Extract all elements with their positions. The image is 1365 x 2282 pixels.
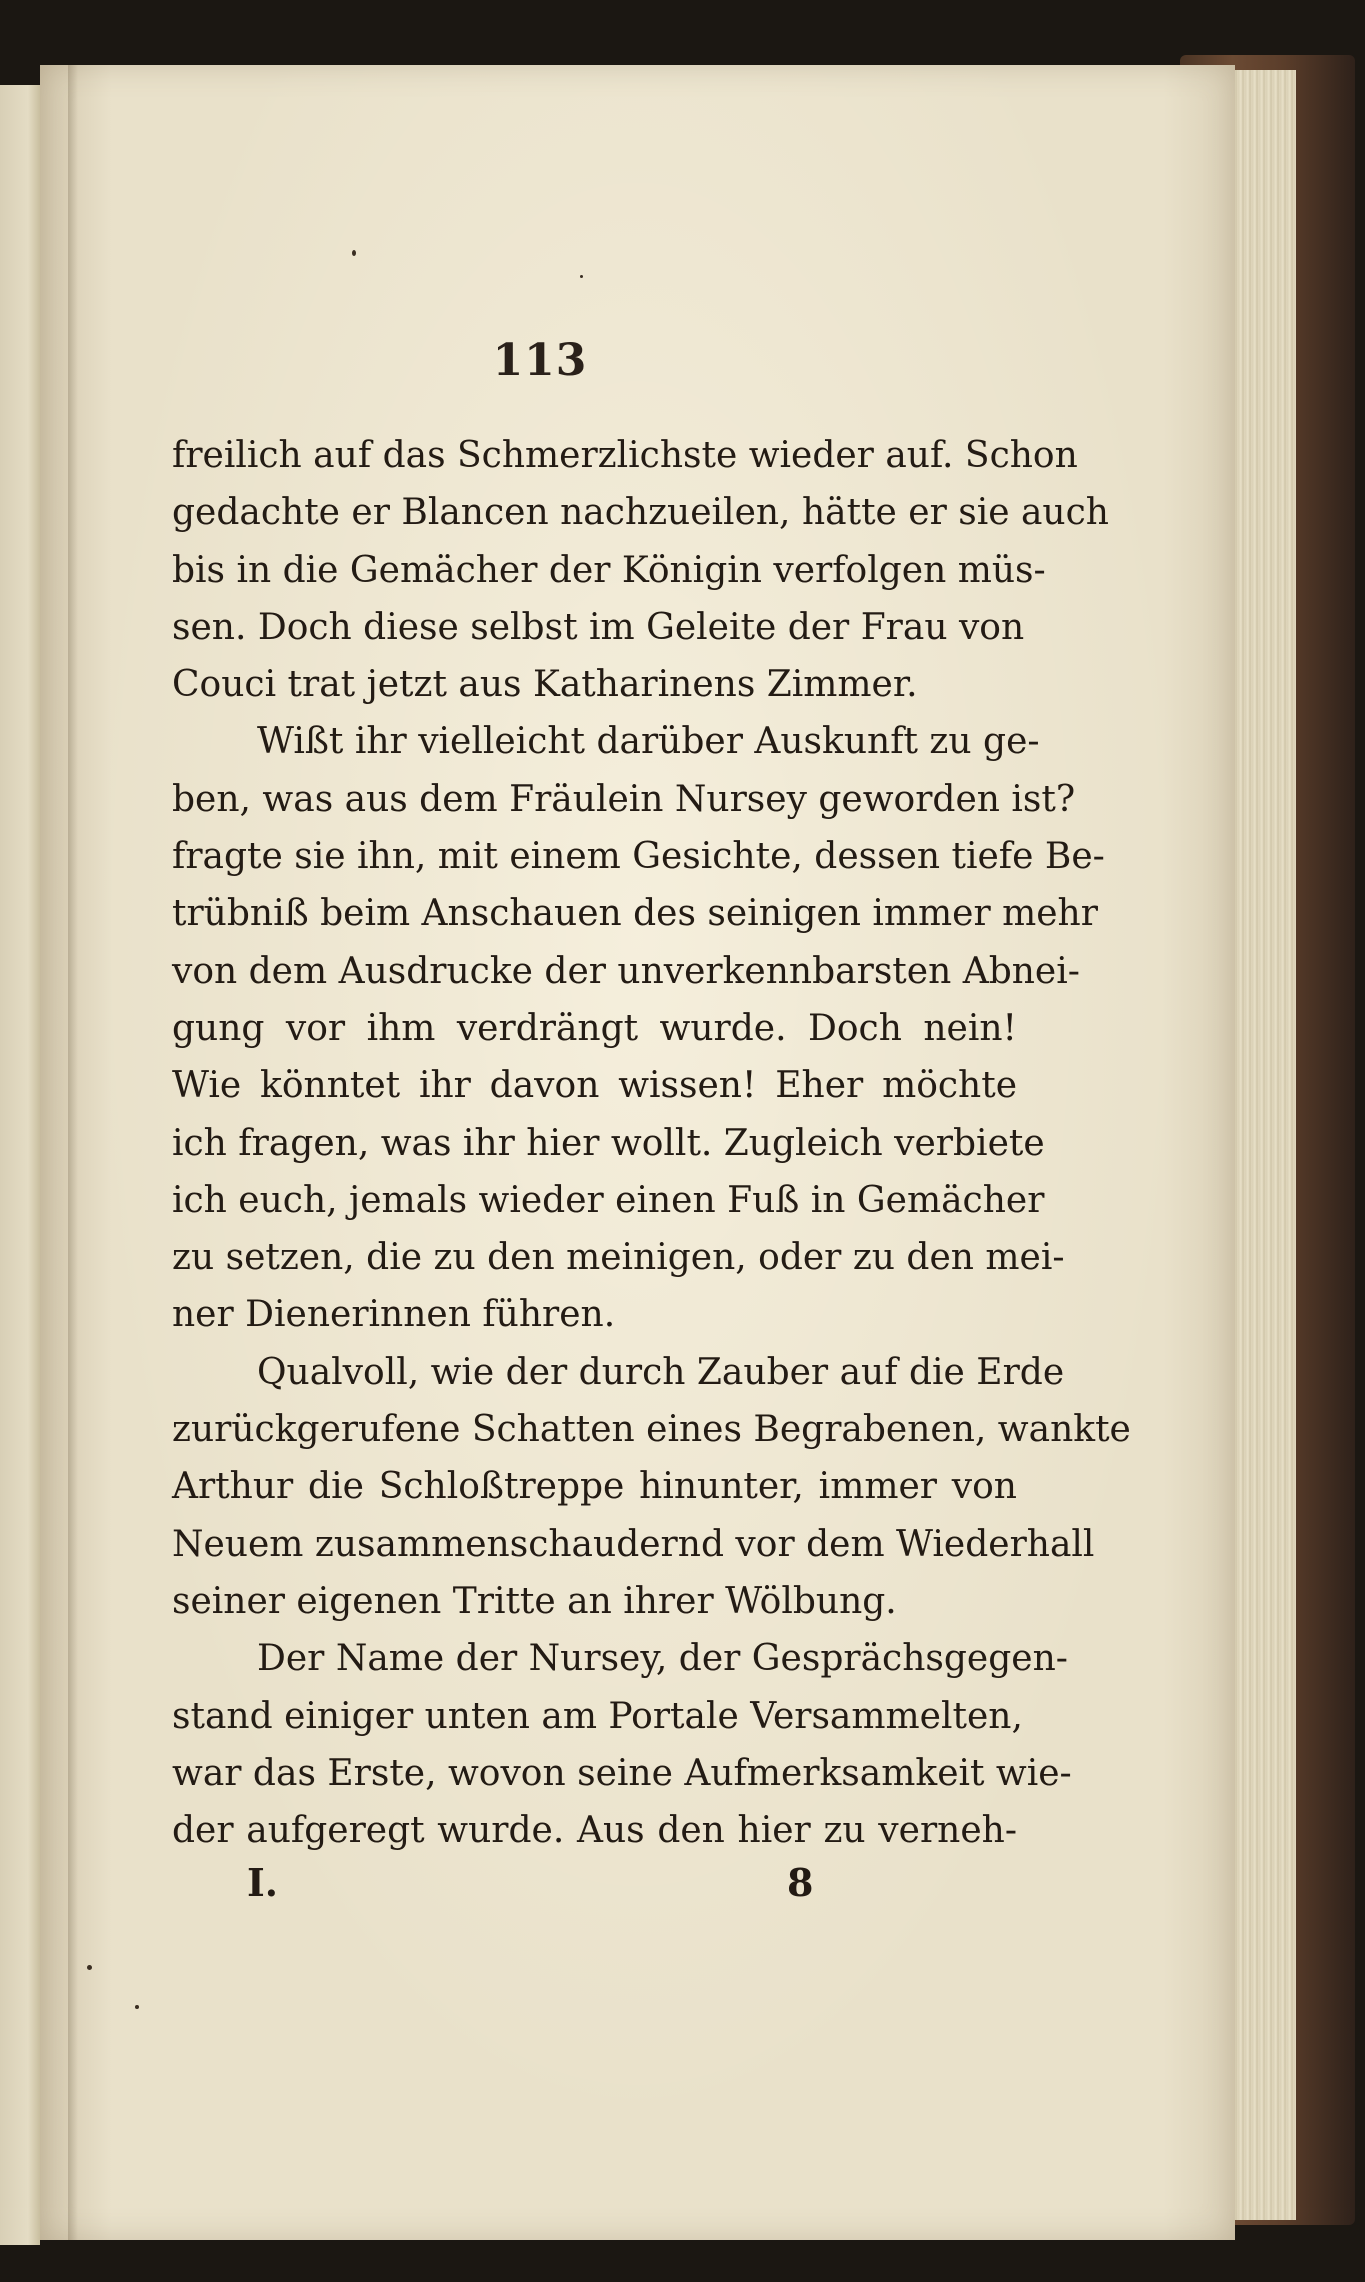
text-line: zurückgerufene Schatten eines Begrabenen, wankte (172, 1409, 1131, 1451)
paper-speck (135, 2005, 139, 2009)
signature-number: 8 (787, 1860, 814, 1905)
text-line: fragte sie ihn, mit einem Gesichte, dessen tiefe Be- (172, 836, 1105, 878)
text-line: freilich auf das Schmerzlichste wieder auf. Schon (172, 435, 1078, 476)
text-line: trübniß beim Anschauen des seinigen immer mehr (172, 893, 1098, 935)
text-line: Couci trat jetzt aus Katharinens Zimmer. (172, 664, 918, 706)
text-line: war das Erste, wovon seine Aufmerksamkeit wie- (172, 1752, 1072, 1794)
text-line: der aufgeregt wurde. Aus den hier zu verneh- (172, 1810, 1017, 1852)
previous-page-edge (0, 85, 40, 2245)
page-stack-edges (1230, 70, 1296, 2220)
text-line: von dem Ausdrucke der unverkennbarsten Abnei- (172, 950, 1080, 992)
signature-volume: I. (247, 1860, 279, 1905)
text-line: ner Dienerinnen führen. (172, 1294, 616, 1336)
paper-speck (352, 250, 356, 256)
page-gutter-shadow (68, 65, 78, 2240)
text-line: Neuem zusammenschaudernd vor dem Wiederhall (172, 1523, 1095, 1565)
text-line: ich fragen, was ihr hier wollt. Zugleich verbiete (172, 1122, 1045, 1164)
text-line: ich euch, jemals wieder einen Fuß in Gemächer (172, 1179, 1045, 1221)
text-line: zu setzen, die zu den meinigen, oder zu den mei- (172, 1237, 1065, 1279)
text-line: Qualvoll, wie der durch Zauber auf die Erde (257, 1351, 1065, 1393)
text-line: gung vor ihm verdrängt wurde. Doch nein! (172, 1007, 1017, 1049)
text-line: bis in die Gemächer der Königin verfolgen müs- (172, 549, 1046, 591)
text-line: gedachte er Blancen nachzueilen, hätte er sie auch (172, 492, 1109, 534)
text-line: Wie könntet ihr davon wissen! Eher möchte (172, 1065, 1017, 1107)
book-page (40, 65, 1235, 2240)
paper-speck (87, 1965, 92, 1970)
text-line: seiner eigenen Tritte an ihrer Wölbung. (172, 1580, 897, 1622)
text-line: ben, was aus dem Fräulein Nursey geworden ist? (172, 778, 1076, 820)
paper-speck (580, 275, 583, 278)
printer-signature (172, 1860, 1017, 1920)
text-line: stand einiger unten am Portale Versammelten, (172, 1695, 1023, 1737)
text-line: Arthur die Schloßtreppe hinunter, immer von (172, 1466, 1017, 1508)
text-line: Der Name der Nursey, der Gesprächsgegen- (257, 1638, 1068, 1680)
text-line: Wißt ihr vielleicht darüber Auskunft zu ge- (257, 721, 1040, 763)
page-number: 113 (492, 335, 588, 386)
body-text (172, 427, 1131, 1859)
text-line: sen. Doch diese selbst im Geleite der Frau von (172, 606, 1025, 648)
